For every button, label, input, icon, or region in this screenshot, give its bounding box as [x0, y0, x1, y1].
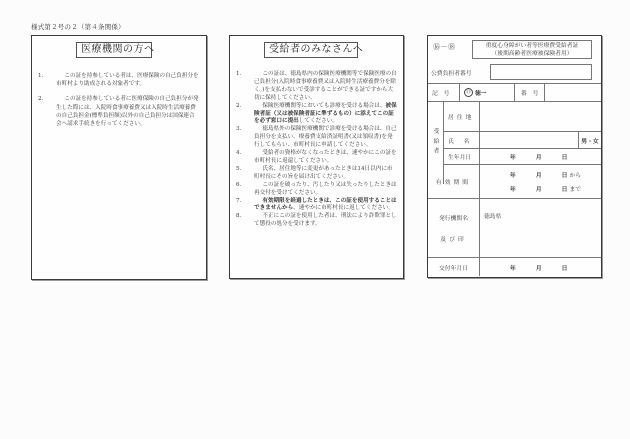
year-unit: 年	[510, 173, 516, 179]
notice-text: この証を持参している者に医療保険の自己負担分が発生した際には、入院時食事療養費又は入院時生活療養費の自己負担金(標準負担額)以外の自己負担分は国保連合会へ請求手続きを行ってください。	[56, 96, 199, 128]
notice-item	[236, 198, 397, 214]
year-unit: 年	[510, 155, 516, 161]
notice-text: この証は、徳島県内の保険医療機関等で保険医療の自己負担分(入院時食事療養費又は入院時生活療養費分を除く。)を支払わないで受診することができる証ですから大切に保持してください。	[254, 71, 397, 101]
recipient-notice-panel	[229, 35, 404, 279]
panel-title: 受給者のみなさんへ	[264, 42, 358, 58]
notice-text: この証を持参している者は、医療保険の自己負担分を市町村より助成される対象者です。	[56, 73, 199, 88]
notice-item	[38, 95, 200, 128]
notice-list	[236, 71, 397, 229]
issuer-row	[428, 199, 601, 258]
prefecture-code-mark: ⑯－⑱	[433, 43, 456, 51]
name-row	[444, 132, 601, 149]
notice-number: 2.	[236, 102, 242, 109]
validity-label: 有効期間	[428, 165, 480, 198]
notice-number: 7.	[236, 197, 242, 204]
number-field[interactable]	[545, 84, 601, 101]
year-unit: 年	[510, 187, 516, 193]
notice-item	[236, 213, 397, 229]
burden-number-field[interactable]	[490, 64, 592, 80]
form-number-label: 様式第２号の２（第４条関係）	[31, 23, 125, 31]
notice-item	[236, 166, 397, 182]
burden-number-row	[428, 60, 601, 84]
validity-from	[510, 170, 581, 179]
symbol-value	[460, 84, 515, 101]
notice-text-part: 、速やかに市町村長に返してください。	[293, 205, 394, 212]
year-unit: 年	[510, 265, 516, 272]
validity-row	[428, 165, 601, 199]
notice-item	[236, 71, 397, 103]
notice-number: 8.	[236, 213, 242, 220]
birthdate-row	[444, 149, 601, 165]
address-row	[444, 102, 601, 132]
day-unit: 日	[561, 173, 568, 179]
notice-number: 4.	[236, 150, 242, 157]
birthdate-label: 生年月日	[444, 149, 480, 164]
symbol-number-row	[428, 84, 601, 102]
notice-item	[236, 126, 397, 150]
notice-number: 3.	[236, 126, 242, 133]
notice-number: 2.	[38, 96, 44, 103]
notice-item	[38, 72, 200, 88]
issue-date-field[interactable]	[480, 258, 601, 276]
issuer-label-line2: 及び印	[440, 237, 467, 243]
issuer-field	[480, 199, 601, 257]
from-suffix: から	[569, 173, 582, 179]
issue-date-row	[428, 258, 601, 276]
issue-date-label: 交付年月日	[428, 258, 480, 276]
notice-text: 不正にこの証を使用した者は、刑法により詐欺罪として懲役の処分を受けます。	[254, 213, 397, 228]
address-field[interactable]	[480, 102, 601, 131]
address-label: 居住地	[444, 102, 480, 131]
notice-text-part: してください。	[298, 118, 338, 125]
notice-number: 5.	[236, 165, 242, 172]
notice-text: この証を破ったり、汚したり又は失ったりしたときは再交付を受けてください。	[254, 181, 397, 196]
month-unit: 月	[535, 265, 542, 272]
notice-list	[38, 72, 200, 135]
notice-text	[246, 198, 397, 214]
circled-code: ⑪	[464, 88, 473, 97]
name-label: 氏 名	[444, 132, 480, 148]
recipient-label: 受給者	[432, 128, 438, 158]
burden-number-label: 公費負担者番号	[431, 71, 472, 77]
panel-title: 医療機関の方へ	[76, 42, 152, 58]
validity-field[interactable]	[480, 165, 601, 198]
certificate-header	[428, 36, 601, 62]
day-unit-to	[562, 184, 581, 193]
gender-selector[interactable]: 男・女	[581, 138, 599, 145]
day-unit-from	[562, 170, 581, 179]
issuer-label-line1: 発行機関名	[439, 216, 468, 222]
month-unit: 月	[535, 155, 542, 161]
notice-text	[246, 103, 397, 127]
notice-item	[236, 182, 397, 198]
notice-number: 6.	[236, 181, 242, 188]
day-unit: 日	[561, 155, 568, 161]
notice-item	[236, 150, 397, 166]
number-label: 番 号	[515, 84, 545, 101]
month-unit: 月	[535, 173, 542, 179]
name-field[interactable]	[480, 132, 579, 148]
certificate-title-line2: （後期高齢者医療被保険者用）	[491, 51, 573, 57]
issuer-value: 徳島県	[484, 214, 502, 220]
notice-item	[236, 103, 397, 127]
notice-text: 徳島県外の保険医療機関で診療を受ける場合は、自己負担分を支払い、療養費支給済証明書(又は領収書)を発行してもらい、市町村長に申請してください。	[254, 126, 397, 149]
notice-text: 氏名、居住地等に変更があったときは14日以内に市町村長にその旨を届け出てください。	[254, 165, 393, 180]
recipient-certificate	[427, 35, 602, 278]
certificate-title	[472, 40, 592, 59]
birthdate-field[interactable]	[480, 149, 601, 164]
notice-number: 1.	[236, 71, 242, 77]
notice-number: 1.	[38, 73, 44, 79]
certificate-title-line1: 重度心身障がい者等医療費受給者証	[485, 43, 579, 49]
day-unit: 日	[561, 265, 568, 272]
month-unit: 月	[535, 187, 542, 193]
symbol-text: 徳一	[475, 91, 487, 97]
notice-text-part: 保険医療機関等においても診療を受ける場合は、	[262, 102, 386, 109]
to-suffix: まで	[569, 187, 582, 193]
symbol-label: 記 号	[428, 84, 460, 101]
notice-text-emphasis: 有効期限を経過したときは、この証を使用することはできませんから	[254, 197, 397, 212]
day-unit: 日	[561, 187, 568, 193]
validity-to	[510, 184, 581, 193]
notice-text: 受給者の資格がなくなったときは、速やかにこの証を市町村長に返還してください。	[254, 150, 397, 164]
notice-text-emphasis: 被保険者証（又は被保険者証に準ずるもの）に添えてこの証を必ず窓口に提出	[254, 102, 397, 125]
medical-institution-notice-panel	[31, 35, 207, 280]
issuer-label	[428, 199, 480, 257]
